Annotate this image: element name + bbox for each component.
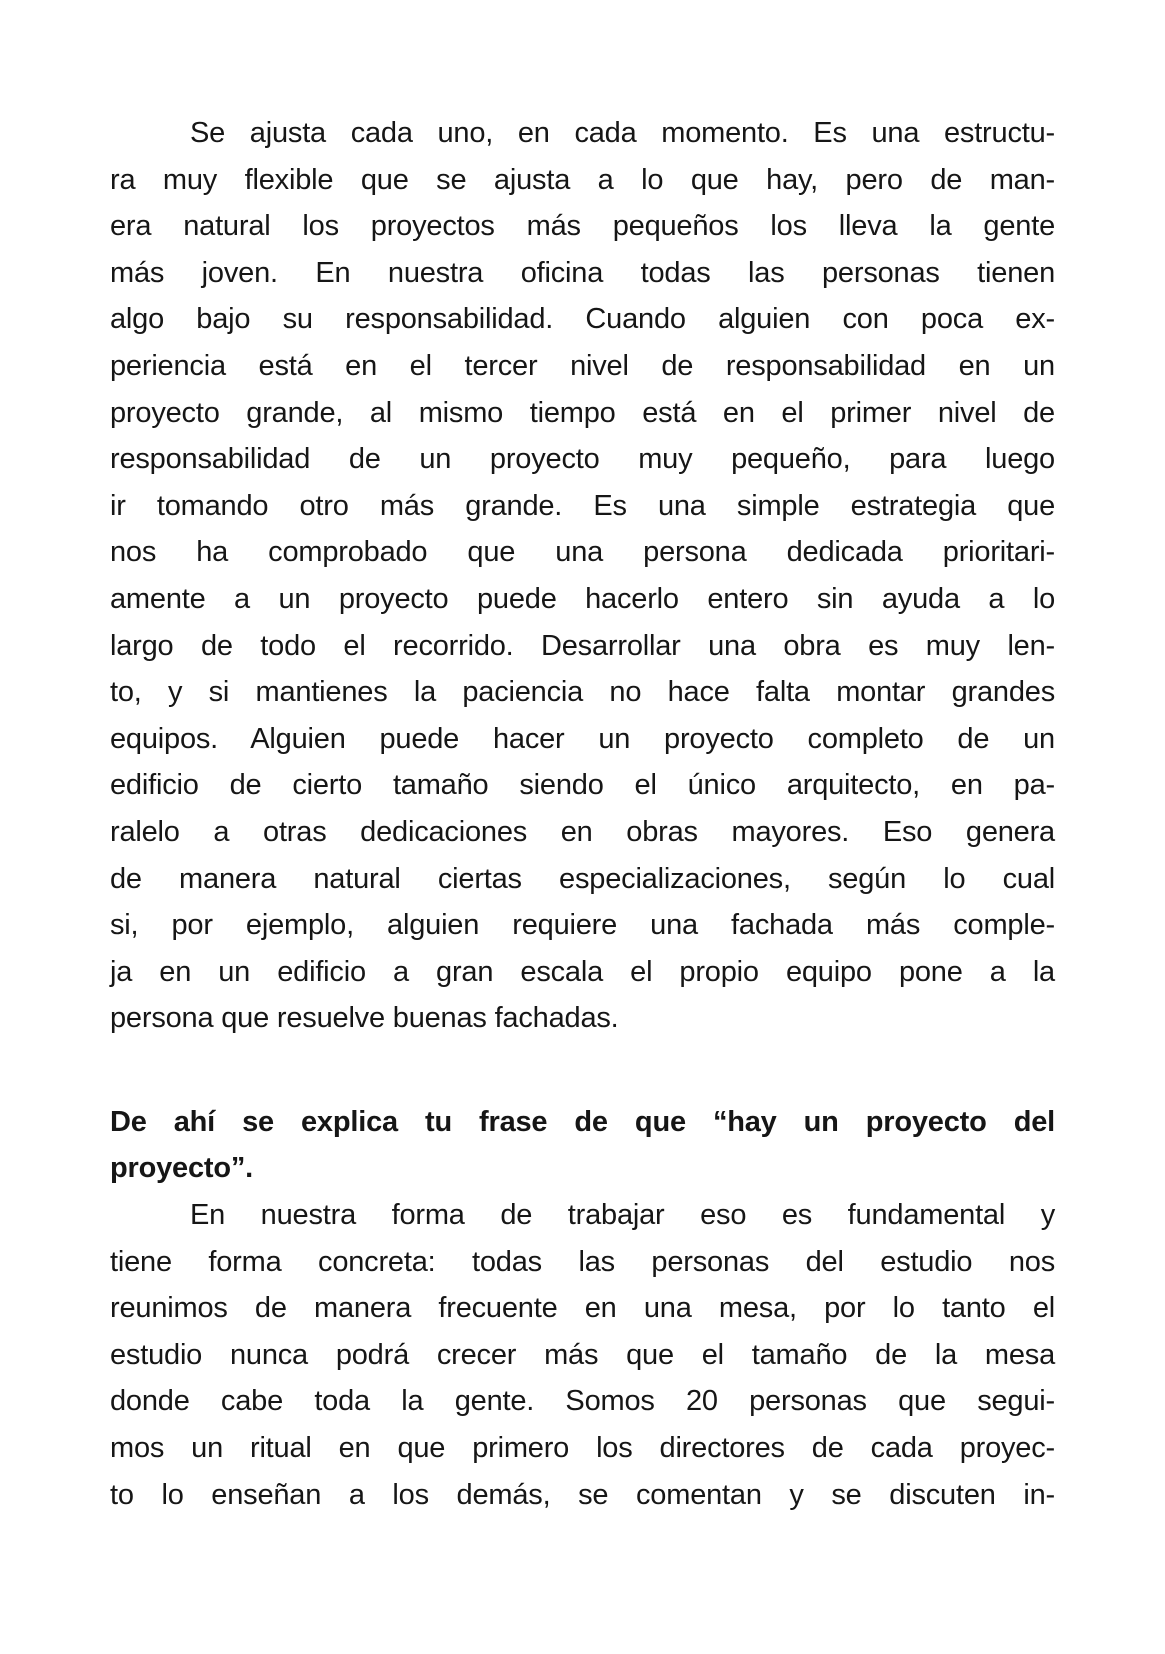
paragraph-line: periencia está en el tercer nivel de responsabilidad en un xyxy=(110,349,1055,382)
paragraph-line: ja en un edificio a gran escala el propio equipo pone a la xyxy=(110,955,1055,988)
answer-paragraph-2 xyxy=(110,1192,1055,1518)
paragraph-line: edificio de cierto tamaño siendo el único arquitecto, en pa- xyxy=(110,769,1055,802)
paragraph-line: to, y si mantienes la paciencia no hace falta montar grandes xyxy=(110,676,1055,709)
paragraph-line: mos un ritual en que primero los directores de cada proyec- xyxy=(110,1432,1055,1465)
paragraph-line: responsabilidad de un proyecto muy pequeño, para luego xyxy=(110,443,1055,476)
paragraph-line: era natural los proyectos más pequeños los lleva la gente xyxy=(110,210,1055,243)
interview-question-heading xyxy=(110,1099,1055,1192)
question-line: proyecto”. xyxy=(110,1152,254,1185)
paragraph-line: más joven. En nuestra oficina todas las personas tienen xyxy=(110,256,1055,289)
paragraph-line: ir tomando otro más grande. Es una simple estrategia que xyxy=(110,489,1055,522)
paragraph-line: estudio nunca podrá crecer más que el tamaño de la mesa xyxy=(110,1338,1055,1371)
paragraph-line: largo de todo el recorrido. Desarrollar una obra es muy len- xyxy=(110,629,1055,662)
paragraph-line: si, por ejemplo, alguien requiere una fachada más comple- xyxy=(110,909,1055,942)
paragraph-line: En nuestra forma de trabajar eso es fundamental y xyxy=(190,1199,1055,1232)
paragraph-line: to lo enseñan a los demás, se comentan y se discuten in- xyxy=(110,1478,1055,1511)
paragraph-line: equipos. Alguien puede hacer un proyecto completo de un xyxy=(110,722,1055,755)
paragraph-line: nos ha comprobado que una persona dedicada prioritari- xyxy=(110,536,1055,569)
question-line: De ahí se explica tu frase de que “hay un proyecto del xyxy=(110,1105,1055,1138)
paragraph-line: ra muy flexible que se ajusta a lo que hay, pero de man- xyxy=(110,163,1055,196)
paragraph-line: tiene forma concreta: todas las personas del estudio nos xyxy=(110,1245,1055,1278)
paragraph-spacer xyxy=(110,1042,1055,1099)
paragraph-line: ralelo a otras dedicaciones en obras mayores. Eso genera xyxy=(110,815,1055,848)
paragraph-line: donde cabe toda la gente. Somos 20 personas que segui- xyxy=(110,1385,1055,1418)
paragraph-line: persona que resuelve buenas fachadas. xyxy=(110,1002,619,1035)
paragraph-line: reunimos de manera frecuente en una mesa, por lo tanto el xyxy=(110,1292,1055,1325)
paragraph-line: proyecto grande, al mismo tiempo está en el primer nivel de xyxy=(110,396,1055,429)
text-column xyxy=(110,110,1055,1518)
answer-paragraph-1 xyxy=(110,110,1055,1042)
paragraph-line: algo bajo su responsabilidad. Cuando alguien con poca ex- xyxy=(110,303,1055,336)
paragraph-line: amente a un proyecto puede hacerlo entero sin ayuda a lo xyxy=(110,582,1055,615)
paragraph-line: Se ajusta cada uno, en cada momento. Es una estructu- xyxy=(190,117,1055,149)
paragraph-line: de manera natural ciertas especializaciones, según lo cual xyxy=(110,862,1055,895)
